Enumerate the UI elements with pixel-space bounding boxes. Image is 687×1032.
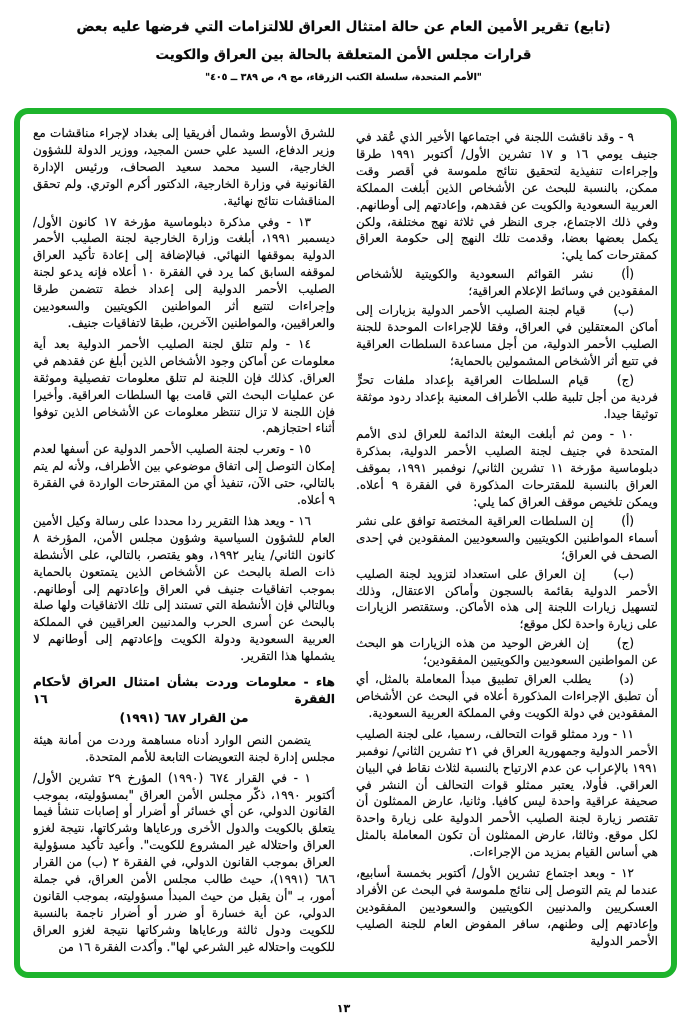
- item-10a-label: (أ): [621, 513, 634, 528]
- paragraph-14: ١٤ - ولم تتلق لجنة الصليب الأحمر الدولية بعد أية معلومات عن أماكن وجود الأشخاص الذين أبلغ عن فقدهم في العراق. كذلك فإن اللجنة لم تتلق معلومات تفصيلية وموثقة عن عمليات البحث التي قامت بها السلطات العراقية. وأخيرا فإن اللجنة لا تزال تنتظر معلومات عن الأشخاص الذين توفوا أثناء احتجازهم.: [33, 336, 335, 436]
- item-9c-text: قيام السلطات العراقية بإعداد ملفات تحرٍّ فردية من أجل تلبية طلب الأطراف المعنية بإعداد ردود موثقة توثيقا جيدا.: [356, 372, 658, 421]
- paragraph-15: ١٥ - وتعرب لجنة الصليب الأحمر الدولية عن أسفها لعدم إمكان التوصل إلى اتفاق موضوعي بين الأطراف، ولأنه لم يتم بالتالي، حتى الآن، تنفيذ أي من المقترحات الواردة في الفقرة ٩ أعلاه.: [33, 442, 335, 508]
- content-border-box: [14, 108, 677, 978]
- paragraph-11: ١١ - ورد ممثلو قوات التحالف، رسميا، على لجنة الصليب الأحمر الدولية وجمهورية العراق في ٢١ تشرين الثاني/ نوفمبر ١٩٩١ بالإعراب عن عدم الارتياح بالنسبة لثلاث نقاط في البيان العراقي. فأولا، يعتبر ممثلو قوات التحالف أن النشر في صحيفة عراقية واحدة ليس كافيا. وثانيا، عارض الممثلون أن تقتصر زيارة لجنة الصليب الأحمر الدولية على زيارة واحدة لكل موقع. وثالثا، عارض الممثلون أن تكون المعاملة بالمثل هي أساس القيام بمزيد من الإجراءات.: [356, 726, 658, 860]
- column-left: [33, 125, 335, 961]
- paragraph-intro: يتضمن النص الوارد أدناه مساهمة وردت من أمانة هيئة مجلس إدارة لجنة التعويضات التابعة للأمم المتحدة.: [33, 732, 335, 764]
- item-9b: [356, 302, 658, 370]
- item-10b-text: إن العراق على استعداد لتزويد لجنة الصليب الأحمر الدولية بقائمة بالسجون وأماكن الاعتقال، وذلك لتسهيل زيارات اللجنة إلى هذه الأماكن. وستقتصر الزيارات على زيارة واحدة لكل موقع؛: [356, 566, 658, 632]
- paragraph-10: ١٠ - ومن ثم أبلغت البعثة الدائمة للعراق لدى الأمم المتحدة في جنيف لجنة الصليب الأحمر الدولية، بمذكرة دبلوماسية مؤرخة ١١ تشرين الثاني/ نوفمبر ١٩٩١، بموقف العراق بالنسبة للمقترحات المذكورة في الفقرة ٩ أعلاه. ويمكن تلخيص موقف العراق كما يلي:: [356, 427, 658, 510]
- item-10c-text: إن الغرض الوحيد من هذه الزيارات هو البحث عن المواطنين السعوديين والكويتيين المفقودين؛: [356, 636, 658, 668]
- report-title-line-2: قرارات مجلس الأمن المتعلقة بالحالة بين العراق والكويت: [155, 47, 532, 63]
- paragraph-12: ١٢ - وبعد اجتماع تشرين الأول/ أكتوبر بخمسة أسابيع، عندما لم يتم التوصل إلى نتائج ملموسة في البحث عن الأفراد العسكريين والمدنيين الكويتيين والسعوديين المفقودين وإعادتهم إلى وطنهم، سافر المفوض العام للجنة الصليب الأحمر الدولية: [356, 866, 658, 948]
- item-9c-label: (ج): [616, 372, 634, 387]
- item-9a-label: (أ): [621, 267, 634, 282]
- item-10a-text: إن السلطات العراقية المختصة توافق على نشر أسماء المواطنين الكويتيين والسعوديين المفقودين في إحدى الصحف في العراق؛: [356, 513, 658, 562]
- item-10d-label: (د): [619, 672, 634, 687]
- item-10b-label: (ب): [613, 566, 634, 581]
- item-9a: [356, 266, 658, 300]
- page-header: [0, 0, 687, 86]
- item-10c: [356, 635, 658, 669]
- item-10d-text: يطلب العراق تطبيق مبدأ المعاملة بالمثل، أي أن تطبق الإجراءات المذكورة أعلاه في البحث عن الأشخاص المفقودين في دولة الكويت وفي المملكة العربية السعودية.: [356, 672, 658, 720]
- section-heading-haa: [33, 674, 335, 727]
- paragraph-16: ١٦ - ويعد هذا التقرير ردا محددا على رسالة وكيل الأمين العام للشؤون السياسية وشؤون مجلس الأمن، المؤرخة ٨ كانون الثاني/ يناير ١٩٩٢، وهو يقتصر، بالتالي، على الأنشطة ذات الصلة بالبحث عن الأشخاص الذين يتمتعون بالحماية بموجب اتفاقيات جنيف في العراق وإعادتهم إلى أوطانهم. وبالتالي فإن الأنشطة التي تستند إلى تلك الاتفاقيات ولها صلة بالبحث عن أسرى الحرب والمدنيين العراقيين في المملكة العربية السعودية ودولة الكويت وإعادتهم إلى أوطانهم لا يشملها هذا التقرير.: [33, 513, 335, 664]
- page-number: ١٣: [336, 1002, 351, 1015]
- paragraph-1: ١ - في القرار ٦٧٤ (١٩٩٠) المؤرخ ٢٩ تشرين الأول/ أكتوبر ١٩٩٠، ذكّر مجلس الأمن العراق "بمسؤوليته، بموجب القانون الدولي، عن أي خسائر أو أضرار أو إصابات تنشأ فيما يتعلق بالكويت والدول الأخرى ورعاياها وشركاتها، نتيجة لغزو العراق واحتلاله غير المشروع للكويت". وأعيد تأكيد مسؤولية العراق بموجب القانون الدولي، في الفقرة ٢ (ب) من القرار ٦٨٦ (١٩٩١)، حيث طالب مجلس الأمن العراق، في جملة أمور، بـ "أن يقبل من حيث المبدأ مسؤوليته، بموجب القانون الدولي، عن أية خسارة أو ضرر أو أضرار ناجمة بالنسبة للكويت ودول ثالثة ورعاياها وشركاتها نتيجة لغزو العراق للكويت واحتلاله غير الشرعي لها". وأكدت الفقرة ١٦ من: [33, 770, 335, 954]
- item-9b-label: (ب): [613, 303, 634, 318]
- item-10a: [356, 513, 658, 564]
- item-9c: [356, 372, 658, 423]
- paragraph-9: ٩ - وقد ناقشت اللجنة في اجتماعها الأخير الذي عُقد في جنيف يومي ١٦ و ١٧ تشرين الأول/ أكتوبر ١٩٩١ طرقا وإجراءات تنفيذية لتحقيق نتائج ملموسة في أقصر وقت ممكن، بالنسبة للبحث عن الأشخاص الذين أبلغت المملكة العربية السعودية والكويت عن فقدهم، وإعادتهم إلى أوطانهم. وفي ذلك الاجتماع، جرى النظر في ثلاثة نهج مختلفة، ولكن يكمل بعضها بعضا، وقدمت تلك النهج إلى حكومة العراق كمقترحات كما يلي:: [356, 130, 658, 263]
- report-title-line-1: (تابع) تقرير الأمين العام عن حالة امتثال العراق للالتزامات التي فرضها عليه بعض: [76, 19, 611, 35]
- item-10d: [356, 671, 658, 722]
- paragraph-13: ١٣ - وفي مذكرة دبلوماسية مؤرخة ١٧ كانون الأول/ ديسمبر ١٩٩١، أبلغت وزارة الخارجية لجنة الصليب الأحمر الدولية بموقفها النهائي. فبالإضافة إلى إعادة تأكيد العراق لموقفه السابق كما يرد في الفقرة ١٠ أعلاه فإنه يدعو لجنة الصليب الأحمر الدولية إلى إعداد خطة تتضمن طرقا وإجراءات لتتبع أثر المواطنين الكويتيين والسعوديين والعراقيين، والمواطنين الآخرين، طبقا لاتفاقيات جنيف.: [33, 214, 335, 330]
- item-10b: [356, 566, 658, 634]
- section-heading-line-2: من القرار ٦٨٧ (١٩٩١): [119, 710, 249, 725]
- section-heading-line-1: هاء - معلومات وردت بشأن امتثال العراق لأحكام الفقرة ١٦: [33, 675, 335, 706]
- item-9a-text: نشر القوائم السعودية والكويتية للأشخاص المفقودين في وسائط الإعلام العراقية؛: [356, 267, 658, 299]
- item-10c-label: (ج): [616, 636, 634, 651]
- paragraph-12-continuation: للشرق الأوسط وشمال أفريقيا إلى بغداد لإجراء مناقشات مع وزير الدفاع، السيد علي حسن المجيد، ووزير الدولة للشؤون الخارجية، السيد محمد سعيد الصحاف، ورئيس الإدارة القانونية في وزارة الخارجية، الدكتور أكرم الوتري. ولم تحقق المناقشات نتائج نهائية.: [33, 126, 335, 208]
- item-9b-text: قيام لجنة الصليب الأحمر الدولية بزيارات إلى أماكن المعتقلين في العراق، وفقا للإجراءات الموحدة للجنة الصليب الأحمر الدولية، من أجل مساعدة السلطات العراقية في تتبع أثر الأشخاص المشمولين بالحماية؛: [356, 303, 658, 368]
- column-right: [356, 125, 658, 961]
- source-citation: "الأمم المتحدة، سلسلة الكتب الزرقاء، مج ٩، ص ٣٨٩ ــ ٤٠٥": [205, 72, 482, 83]
